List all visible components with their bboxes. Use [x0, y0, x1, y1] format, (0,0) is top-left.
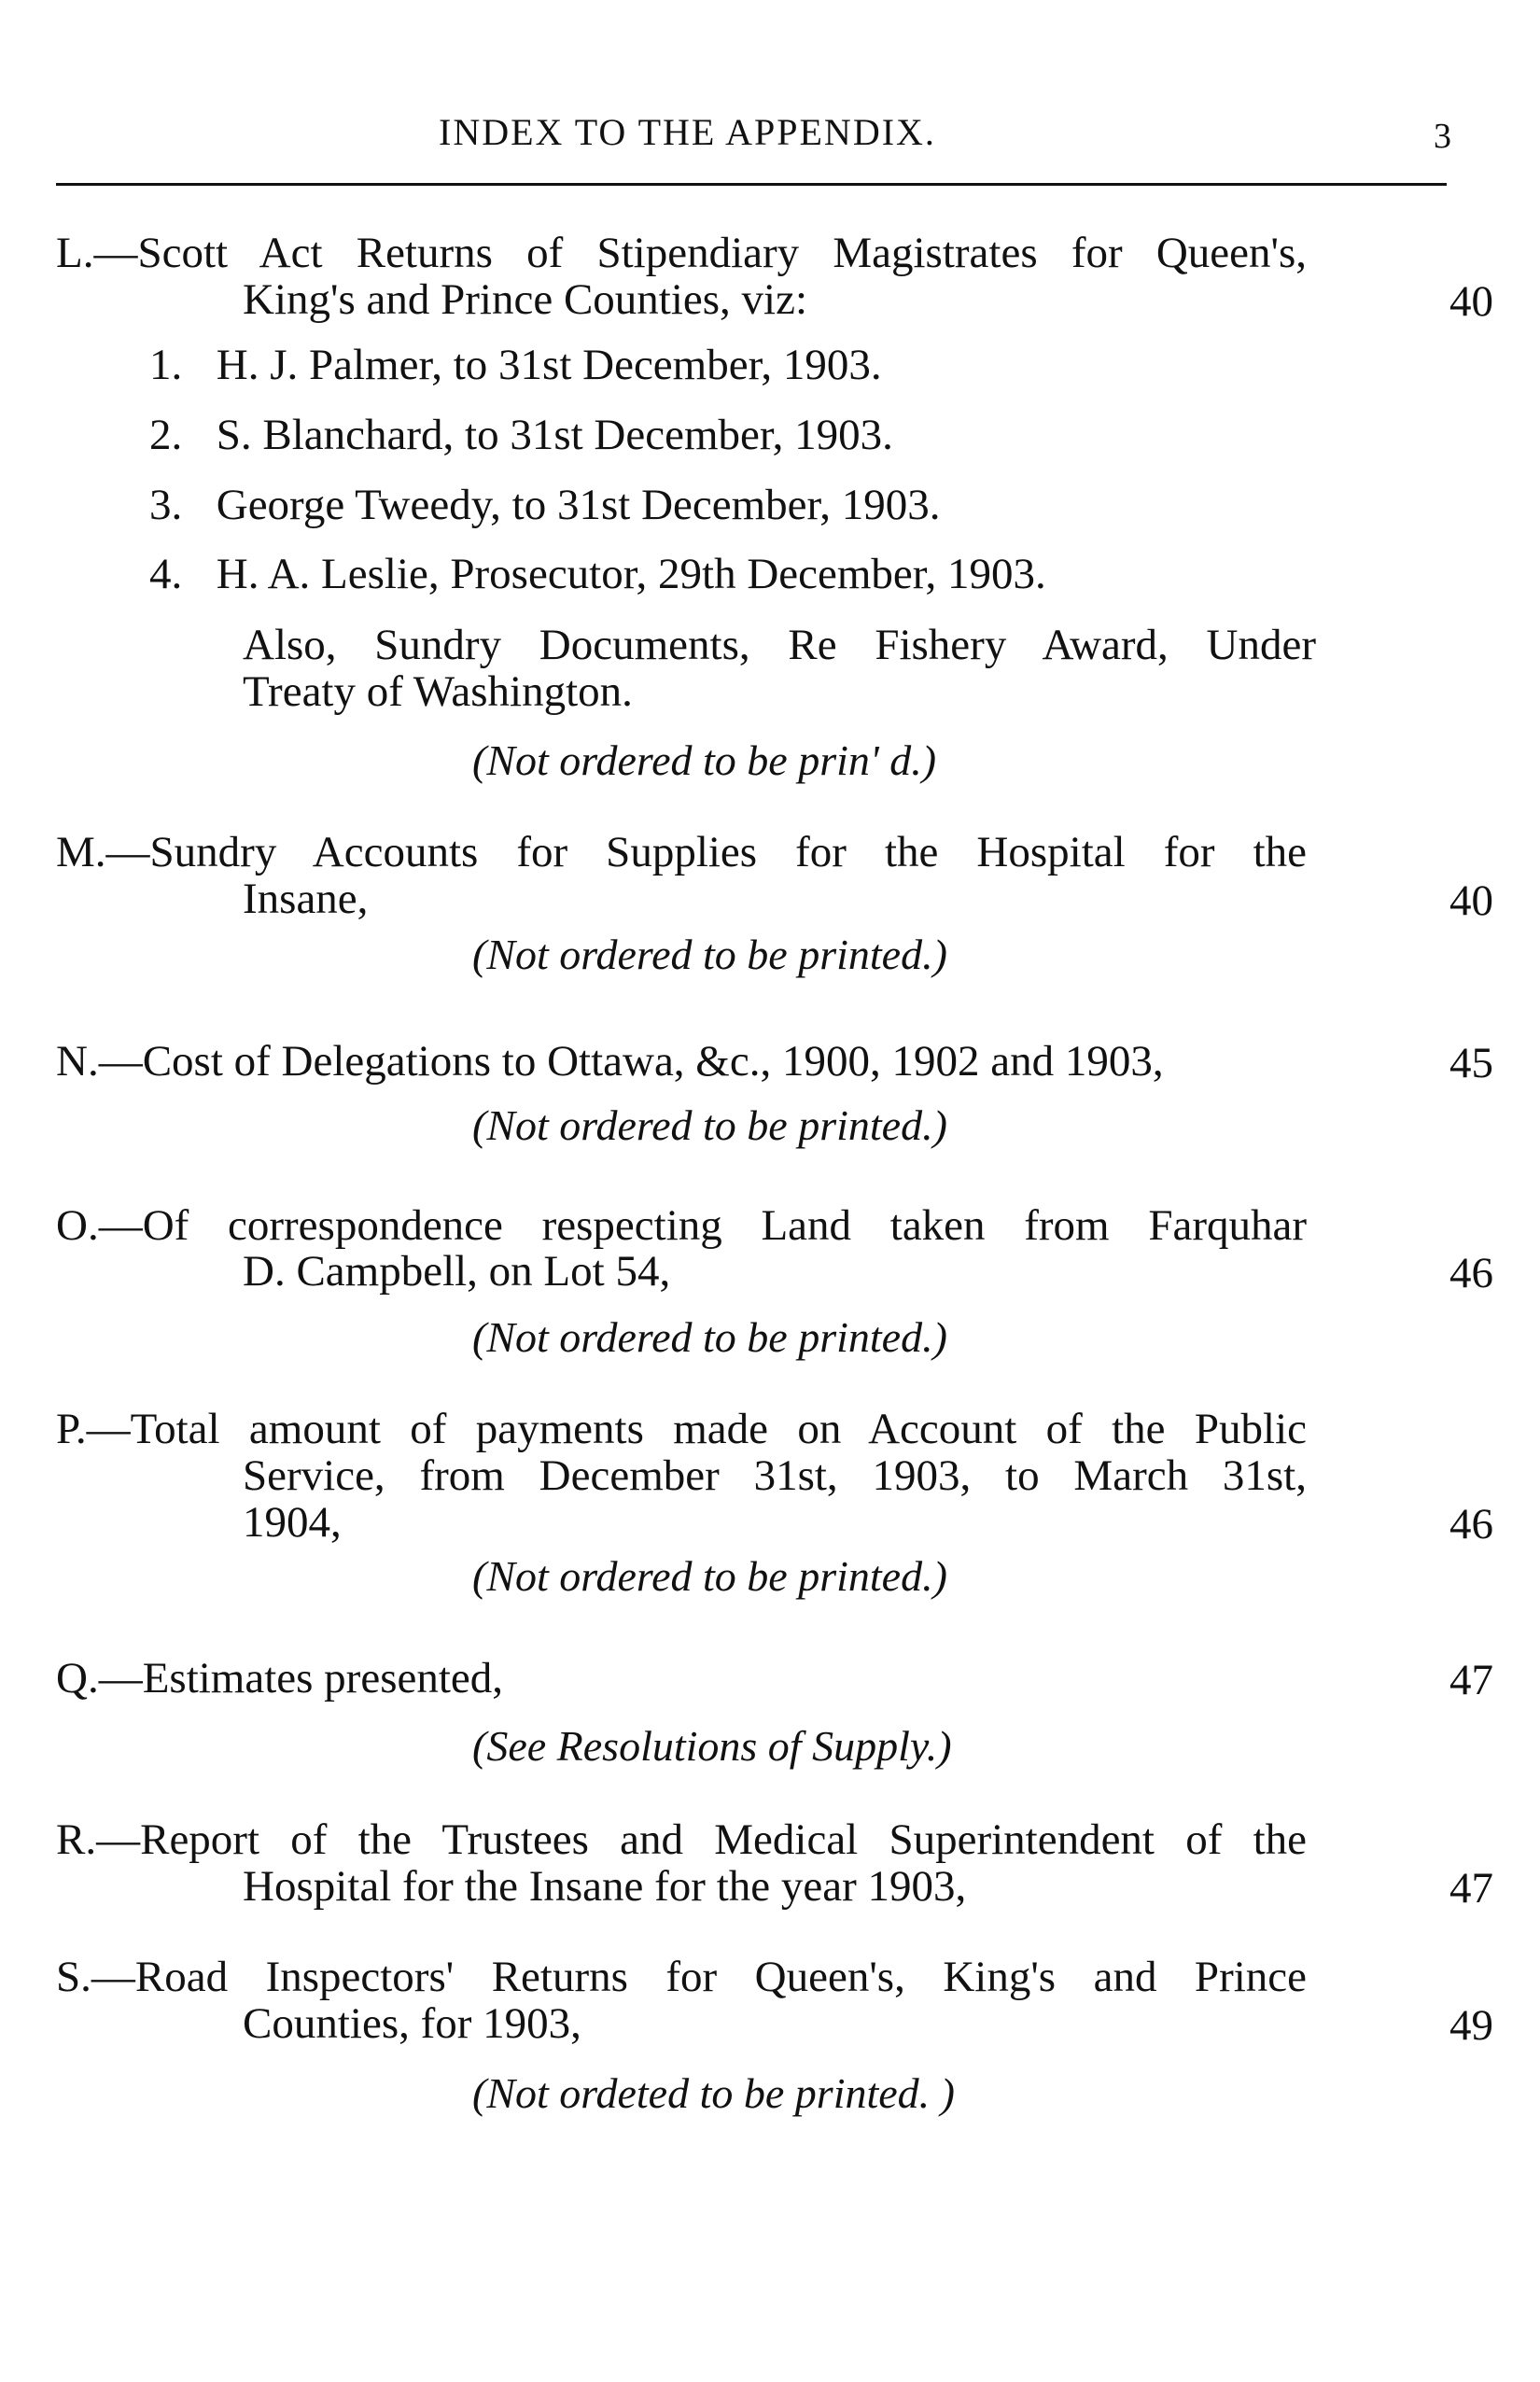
item-text: H. J. Palmer, to 31st December, 1903.: [216, 341, 882, 389]
entry-l-item-2: [149, 413, 893, 457]
item-number: 4.: [149, 550, 183, 598]
entry-p-page: 46: [1449, 1500, 1493, 1548]
entry-o-note: (Not ordered to be printed.): [472, 1313, 947, 1361]
entry-p-line1: P.—Total amount of payments made on Account of the Public: [56, 1405, 1307, 1453]
entry-q-page: 47: [1449, 1656, 1493, 1704]
entry-m-note: (Not ordered to be printed.): [472, 931, 947, 978]
page-number: 3: [1434, 117, 1451, 156]
entry-s-line1: S.—Road Inspectors' Returns for Queen's, King's and Prince: [56, 1953, 1307, 2001]
entry-o-line1: O.—Of correspondence respecting Land taken from Farquhar: [56, 1201, 1307, 1250]
running-head: [0, 110, 1540, 166]
item-number: 3.: [149, 481, 183, 529]
entry-l-line2: King's and Prince Counties, viz:: [243, 275, 808, 324]
entry-r-line2: Hospital for the Insane for the year 1903,: [243, 1862, 967, 1911]
entry-l-page: 40: [1449, 277, 1493, 326]
entry-l-item-1: [149, 343, 882, 387]
entry-r-line1: R.—Report of the Trustees and Medical Superintendent of the: [56, 1815, 1307, 1864]
entry-n-line1: N.—Cost of Delegations to Ottawa, &c., 1900, 1902 and 1903,: [56, 1037, 1164, 1086]
entry-l-also-line2: Treaty of Washington.: [243, 667, 633, 716]
entry-p-line2: Service, from December 31st, 1903, to March 31st,: [243, 1451, 1307, 1500]
entry-s-line2: Counties, for 1903,: [243, 1999, 581, 2048]
entry-r-page: 47: [1449, 1864, 1493, 1913]
entry-l-line1: L.—Scott Act Returns of Stipendiary Magistrates for Queen's,: [56, 229, 1307, 277]
entry-m-line1: M.—Sundry Accounts for Supplies for the Hospital for the: [56, 828, 1307, 876]
header-rule: [56, 183, 1447, 186]
item-number: 1.: [149, 341, 183, 389]
entry-q-note: (See Resolutions of Supply.): [472, 1722, 952, 1770]
entry-s-page: 49: [1449, 2001, 1493, 2050]
entry-n-note: (Not ordered to be printed.): [472, 1101, 947, 1149]
entry-l-note: (Not ordered to be prin' d.): [472, 736, 937, 784]
item-text: H. A. Leslie, Prosecutor, 29th December, 1903.: [216, 550, 1046, 598]
entry-m-line2: Insane,: [243, 875, 369, 923]
entry-l-also-line1: Also, Sundry Documents, Re Fishery Award, Under: [243, 621, 1316, 669]
item-text: George Tweedy, to 31st December, 1903.: [216, 481, 941, 529]
entry-l-item-3: [149, 483, 941, 527]
item-number: 2.: [149, 411, 183, 459]
entry-p-note: (Not ordered to be printed.): [472, 1552, 947, 1600]
entry-m-page: 40: [1449, 876, 1493, 925]
entry-o-page: 46: [1449, 1249, 1493, 1297]
entry-n-page: 45: [1449, 1039, 1493, 1087]
entry-o-line2: D. Campbell, on Lot 54,: [243, 1247, 671, 1296]
entry-q-line1: Q.—Estimates presented,: [56, 1654, 504, 1702]
entry-p-line3: 1904,: [243, 1498, 342, 1547]
header-title: INDEX TO THE APPENDIX.: [439, 111, 936, 153]
entry-s-note: (Not ordeted to be printed. ): [472, 2069, 955, 2117]
item-text: S. Blanchard, to 31st December, 1903.: [216, 411, 893, 459]
entry-l-item-4: [149, 550, 1046, 598]
